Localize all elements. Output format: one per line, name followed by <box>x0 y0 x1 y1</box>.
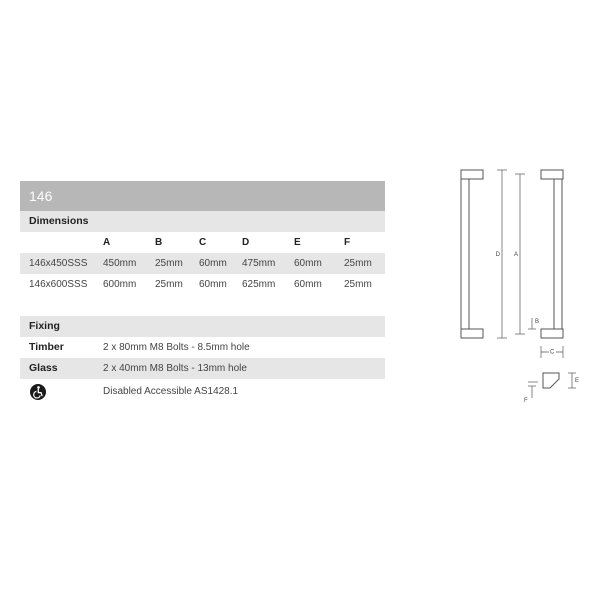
table-row <box>20 253 385 274</box>
value-d: 625mm <box>242 279 276 290</box>
fixing-value: 2 x 40mm M8 Bolts - 13mm hole <box>103 363 247 374</box>
fixing-row-timber <box>20 337 385 358</box>
label-d: D <box>495 252 500 258</box>
value-e: 60mm <box>294 258 322 269</box>
column-header-b: B <box>155 237 163 248</box>
fixing-label: Glass <box>29 362 58 374</box>
value-f: 25mm <box>344 279 372 290</box>
fixing-value: 2 x 80mm M8 Bolts - 8.5mm hole <box>103 342 250 353</box>
column-header-c: C <box>199 237 207 248</box>
product-code-header: 146 <box>20 181 385 211</box>
value-f: 25mm <box>344 258 372 269</box>
column-header-f: F <box>344 237 351 248</box>
model-code: 146x450SSS <box>29 258 88 269</box>
value-a: 600mm <box>103 279 137 290</box>
label-e: E <box>575 378 580 384</box>
spacer <box>20 295 385 316</box>
value-b: 25mm <box>155 258 183 269</box>
handle-technical-drawing <box>440 160 590 420</box>
accessibility-row <box>20 379 385 405</box>
value-b: 25mm <box>155 279 183 290</box>
value-e: 60mm <box>294 279 322 290</box>
label-a: A <box>513 252 518 258</box>
accessibility-text: Disabled Accessible AS1428.1 <box>103 386 239 397</box>
end-section-profile <box>543 373 559 388</box>
value-c: 60mm <box>199 258 227 269</box>
wheelchair-icon <box>30 384 46 400</box>
top-standoff <box>461 170 483 179</box>
spec-sheet <box>20 181 385 405</box>
column-header-d: D <box>242 237 250 248</box>
dimensions-section-title: Dimensions <box>20 211 385 232</box>
column-header-a: A <box>103 237 111 248</box>
value-a: 450mm <box>103 258 137 269</box>
model-code: 146x600SSS <box>29 279 88 290</box>
column-header-e: E <box>294 237 301 248</box>
side-top-standoff <box>541 170 563 179</box>
grip-bar <box>461 179 469 329</box>
table-row <box>20 274 385 295</box>
fixing-row-glass <box>20 358 385 379</box>
label-b: B <box>535 319 540 325</box>
dimensions-column-header-row <box>20 232 385 253</box>
fixing-label: Timber <box>29 341 64 353</box>
fixing-section-title: Fixing <box>20 316 385 337</box>
value-c: 60mm <box>199 279 227 290</box>
side-grip-bar <box>554 179 562 329</box>
side-bottom-standoff <box>541 329 563 338</box>
label-c: C <box>550 349 555 356</box>
bottom-standoff <box>461 329 483 338</box>
value-d: 475mm <box>242 258 276 269</box>
label-f: F <box>524 398 528 404</box>
